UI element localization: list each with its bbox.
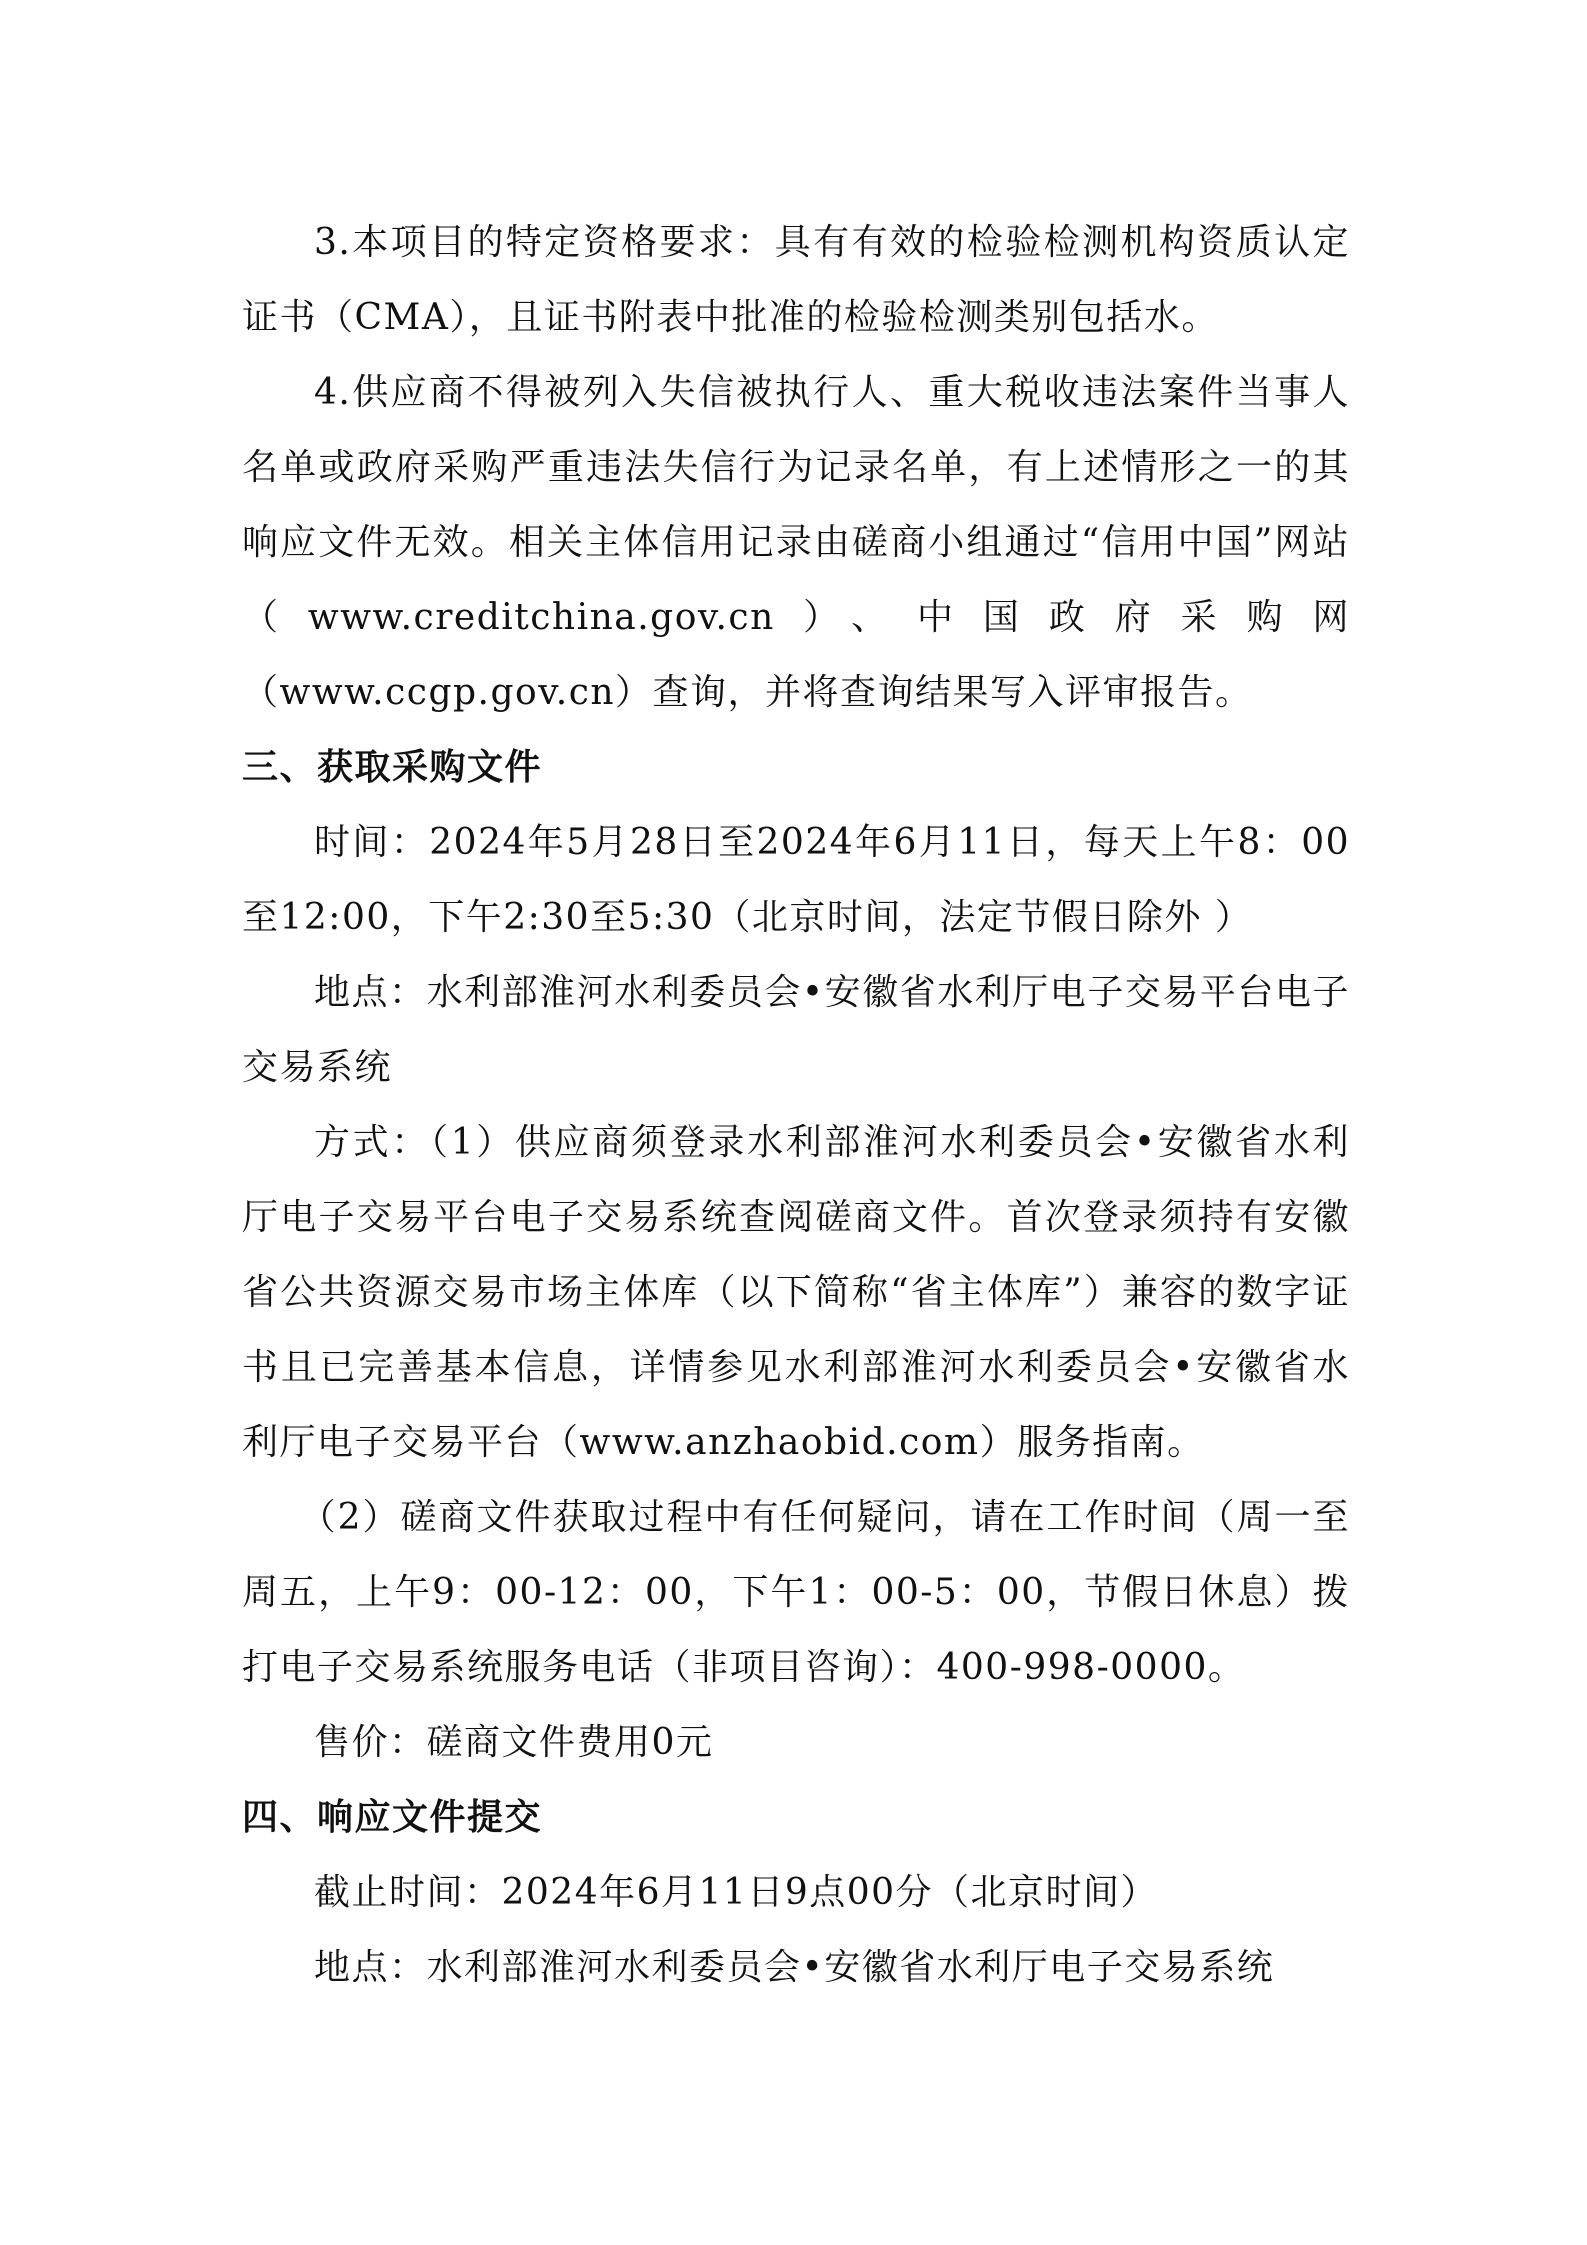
submit-location-paragraph: 地点：水利部淮河水利委员会•安徽省水利厅电子交易系统 [314,1947,1275,1988]
support-phone-paragraph: （2）磋商文件获取过程中有任何疑问，请在工作时间（周一至周五，上午9：00-12：00，下午1：00-5：00，节假日休息）拨打电子交易系统服务电话（非项目咨询）：400-998-0000。 [242,1497,1350,1688]
obtain-time-paragraph: 时间：2024年5月28日至2024年6月11日，每天上午8：00至12:00，下午2:30至5:30（北京时间，法定节假日除外 ） [242,822,1350,938]
section-heading-submit-response: 四、响应文件提交 [242,1797,543,1838]
credit-record-paragraph: 4.供应商不得被列入失信被执行人、重大税收违法案件当事人名单或政府采购严重违法失信行为记录名单，有上述情形之一的其响应文件无效。相关主体信用记录由磋商小组通过“信用中国”网站（www.creditchina.gov.cn）、中国政府采购网（www.ccgp.gov.cn）查询，并将查询结果写入评审报告。 [242,372,1350,713]
qualification-requirement-paragraph: 3.本项目的特定资格要求：具有有效的检验检测机构资质认定证书（CMA），且证书附表中批准的检验检测类别包括水。 [242,222,1350,338]
price-paragraph: 售价：磋商文件费用0元 [314,1722,714,1763]
deadline-paragraph: 截止时间：2024年6月11日9点00分（北京时间） [314,1872,1159,1913]
obtain-method-paragraph: 方式：（1）供应商须登录水利部淮河水利委员会•安徽省水利厅电子交易平台电子交易系统查阅磋商文件。首次登录须持有安徽省公共资源交易市场主体库（以下简称“省主体库”）兼容的数字证书且已完善基本信息，详情参见水利部淮河水利委员会•安徽省水利厅电子交易平台（www.anzhaobid.com）服务指南。 [242,1122,1350,1463]
section-heading-obtain-documents: 三、获取采购文件 [242,747,543,788]
obtain-location-paragraph: 地点：水利部淮河水利委员会•安徽省水利厅电子交易平台电子交易系统 [242,972,1350,1088]
document-body [242,205,1350,2005]
